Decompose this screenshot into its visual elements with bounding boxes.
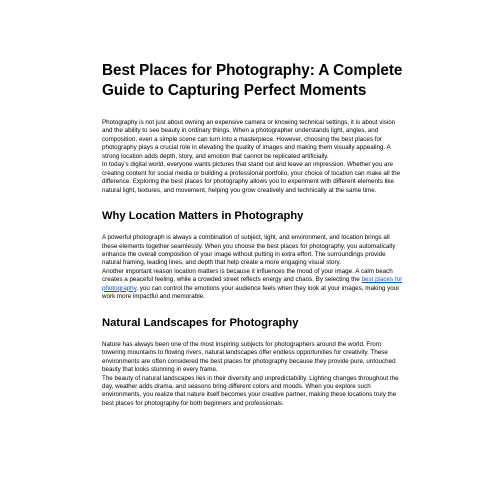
best-places-link[interactable]: best places for photography bbox=[102, 276, 403, 292]
section-heading-why-location: Why Location Matters in Photography bbox=[102, 210, 304, 223]
intro-section bbox=[102, 119, 405, 195]
intro-paragraph-2: In today’s digital world, everyone wants pictures that stand out and leave an impression. Whether you are creating content for social media or building a professional portfolio, your choice of location can make all the difference. Exploring the best places for photography allows you to experiment with different elements like natural light, textures, and movement, helping you grow creatively and technically at the same time. bbox=[102, 161, 401, 194]
natural-landscapes-section bbox=[102, 316, 405, 409]
why-paragraph-2 bbox=[102, 268, 405, 302]
natural-paragraph-2: The beauty of natural landscapes lies in their diversity and unpredictability. Lighting changes throughout the day, weather adds drama, and seasons bring different colors and moods. When you explore such environments, you realize that nature itself becomes your creative partner, making these locations truly the best places for photography for both beginners and professionals. bbox=[102, 374, 399, 407]
why-paragraph-2-text-after: , you can control the emotions your audience feels when they look at your images, making your work more impactful and memorable. bbox=[102, 284, 400, 301]
why-paragraph-1: A powerful photograph is always a combination of subject, light, and environment, and location brings all these elements together seamlessly. When you choose the best places for photography, you automatically enhance the overall composition of your image without putting in extra effort. The surroundings provide natural framing, leading lines, and depth that help create a more engaging visual story. bbox=[102, 234, 396, 267]
why-location-section bbox=[102, 209, 405, 302]
section-heading-natural-landscapes: Natural Landscapes for Photography bbox=[102, 316, 299, 329]
natural-paragraph-1: Nature has always been one of the most inspiring subjects for photographers around the world. From towering mountains to flowing rivers, natural landscapes offer endless opportunities for creativity. These environments are often considered the best places for photography because they provide pure, untouched beauty that looks stunning in every frame. bbox=[102, 340, 396, 374]
article bbox=[102, 61, 405, 422]
intro-paragraph-1: Photography is not just about owning an expensive camera or knowing technical settings, it is about vision and the ability to see beauty in ordinary things. When a photographer understands light, angles, and composition, even a simple scene can turn into a masterpiece. However, choosing the best places for photography plays a crucial role in elevating the quality of images and making them visually appealing. A strong location adds depth, story, and emotion that cannot be replicated artificially. bbox=[102, 119, 396, 160]
article-title: Best Places for Photography: A Complete Guide to Capturing Perfect Moments bbox=[102, 62, 403, 99]
why-paragraph-2-text-before: Another important reason location matters is because it influences the mood of your image. A calm beach creates a peaceful feeling, while a crowded street reflects energy and chaos. By selecting the bbox=[102, 267, 393, 284]
